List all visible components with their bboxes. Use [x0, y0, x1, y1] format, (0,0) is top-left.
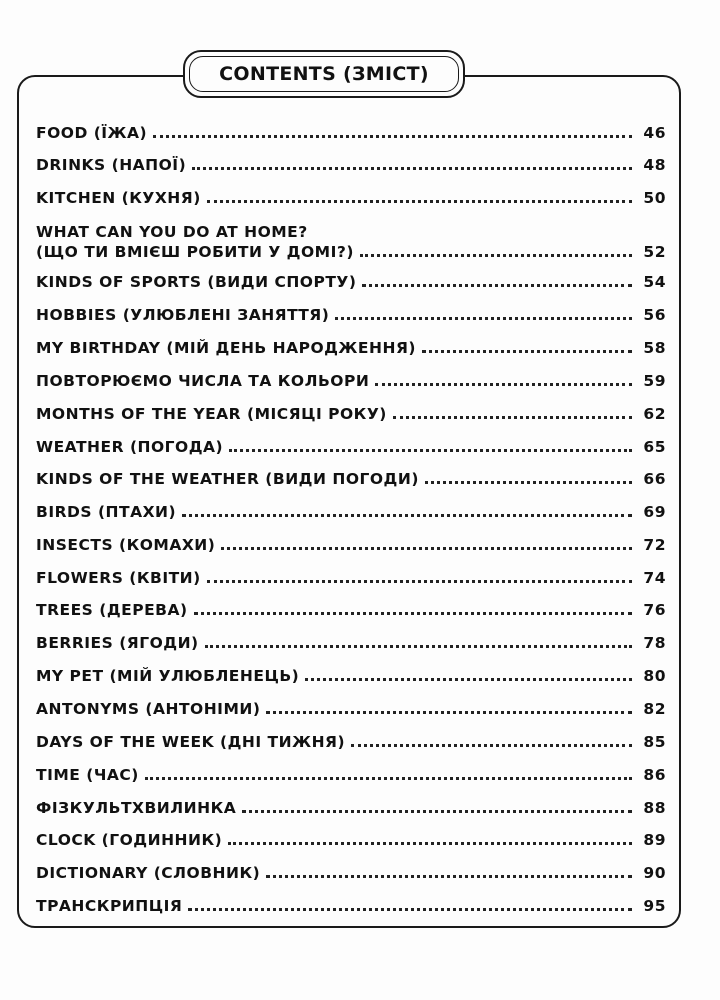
- dot-leader: [228, 842, 632, 845]
- page-number: 76: [643, 601, 666, 619]
- entry-title-line1: WHAT CAN YOU DO AT HOME?: [36, 223, 308, 241]
- page-number: 90: [643, 864, 666, 882]
- dot-leader: [188, 908, 632, 911]
- entry-title: INSECTS (КОМАХИ): [36, 536, 216, 554]
- entry-title: MY PET (МІЙ УЛЮБЛЕНЕЦЬ): [36, 667, 300, 685]
- dot-leader: [205, 645, 632, 648]
- dot-leader: [194, 612, 632, 615]
- dot-leader: [207, 200, 632, 203]
- entry-title: ПОВТОРЮЄМО ЧИСЛА ТА КОЛЬОРИ: [36, 372, 370, 390]
- dot-leader: [145, 777, 632, 780]
- entry-title: BERRIES (ЯГОДИ): [36, 634, 199, 652]
- dot-leader: [153, 135, 632, 138]
- dot-leader: [393, 416, 632, 419]
- toc-entry[interactable]: [36, 214, 666, 262]
- entry-title: TREES (ДЕРЕВА): [36, 601, 188, 619]
- page-number: 56: [643, 306, 666, 324]
- toc-entry[interactable]: [36, 299, 666, 325]
- page-number: 86: [643, 766, 666, 784]
- entry-title: FLOWERS (КВІТИ): [36, 569, 201, 587]
- dot-leader: [242, 810, 632, 813]
- dot-leader: [182, 514, 632, 517]
- page-number: 88: [643, 799, 666, 817]
- entry-title: BIRDS (ПТАХИ): [36, 503, 177, 521]
- dot-leader: [305, 678, 632, 681]
- entry-title: KINDS OF THE WEATHER (ВИДИ ПОГОДИ): [36, 470, 419, 488]
- page-number: 78: [643, 634, 666, 652]
- dot-leader: [266, 875, 632, 878]
- dot-leader: [351, 744, 632, 747]
- entry-title: ФІЗКУЛЬТХВИЛИНКА: [36, 799, 237, 817]
- entry-title: WEATHER (ПОГОДА): [36, 438, 224, 456]
- contents-title: CONTENTS (ЗМІСТ): [189, 56, 459, 92]
- page-number: 62: [643, 405, 666, 423]
- toc-entry[interactable]: [36, 365, 666, 391]
- dot-leader: [362, 284, 632, 287]
- toc-entry[interactable]: [36, 824, 666, 850]
- page-number: 58: [643, 339, 666, 357]
- entry-title-line2: (ЩО ТИ ВМІЄШ РОБИТИ У ДОМІ?): [36, 243, 354, 261]
- dot-leader: [221, 547, 632, 550]
- toc-entry[interactable]: [36, 463, 666, 489]
- toc-entry[interactable]: [36, 627, 666, 653]
- toc-entry[interactable]: [36, 117, 666, 143]
- toc-entry[interactable]: [36, 660, 666, 686]
- toc-entry[interactable]: [36, 726, 666, 752]
- entry-title: ТРАНСКРИПЦІЯ: [36, 897, 183, 915]
- page-number: 89: [643, 831, 666, 849]
- page-number: 52: [643, 243, 666, 261]
- toc-entry[interactable]: [36, 149, 666, 175]
- dot-leader: [192, 167, 632, 170]
- page-number: 95: [643, 897, 666, 915]
- page-number: 54: [643, 273, 666, 291]
- dot-leader: [375, 383, 632, 386]
- entry-title: KINDS OF SPORTS (ВИДИ СПОРТУ): [36, 273, 357, 291]
- toc-entry[interactable]: [36, 594, 666, 620]
- page-number: 65: [643, 438, 666, 456]
- entry-title: DICTIONARY (СЛОВНИК): [36, 864, 261, 882]
- toc-entry[interactable]: [36, 398, 666, 424]
- entry-title: CLOCK (ГОДИННИК): [36, 831, 223, 849]
- page-number: 82: [643, 700, 666, 718]
- dot-leader: [229, 449, 632, 452]
- entry-title: DAYS OF THE WEEK (ДНІ ТИЖНЯ): [36, 733, 346, 751]
- entry-title: MY BIRTHDAY (МІЙ ДЕНЬ НАРОДЖЕННЯ): [36, 339, 416, 357]
- page-number: 74: [643, 569, 666, 587]
- toc-entry[interactable]: [36, 182, 666, 208]
- dot-leader: [360, 254, 632, 257]
- dot-leader: [425, 481, 632, 484]
- dot-leader: [422, 350, 632, 353]
- entry-title: MONTHS OF THE YEAR (МІСЯЦІ РОКУ): [36, 405, 387, 423]
- page-number: 85: [643, 733, 666, 751]
- toc-entry[interactable]: [36, 693, 666, 719]
- page-number: 46: [643, 124, 666, 142]
- toc-entry[interactable]: [36, 332, 666, 358]
- dot-leader: [207, 580, 632, 583]
- entry-title: FOOD (ЇЖА): [36, 124, 148, 142]
- toc-entry[interactable]: [36, 431, 666, 457]
- entry-title: DRINKS (НАПОЇ): [36, 156, 187, 174]
- entry-title: ANTONYMS (АНТОНІМИ): [36, 700, 261, 718]
- toc-entry[interactable]: [36, 792, 666, 818]
- entry-title: HOBBIES (УЛЮБЛЕНІ ЗАНЯТТЯ): [36, 306, 330, 324]
- page-number: 50: [643, 189, 666, 207]
- page-number: 80: [643, 667, 666, 685]
- entry-title: TIME (ЧАС): [36, 766, 139, 784]
- toc-entry[interactable]: [36, 890, 666, 916]
- page-number: 72: [643, 536, 666, 554]
- page-number: 59: [643, 372, 666, 390]
- toc-entry[interactable]: [36, 529, 666, 555]
- page-number: 48: [643, 156, 666, 174]
- toc-entry[interactable]: [36, 266, 666, 292]
- dot-leader: [335, 317, 632, 320]
- dot-leader: [266, 711, 632, 714]
- toc-entry[interactable]: [36, 857, 666, 883]
- entry-title: [36, 222, 354, 262]
- page-number: 69: [643, 503, 666, 521]
- page-number: 66: [643, 470, 666, 488]
- toc-entry[interactable]: [36, 562, 666, 588]
- toc-entry[interactable]: [36, 496, 666, 522]
- entry-title: KITCHEN (КУХНЯ): [36, 189, 201, 207]
- toc-entry[interactable]: [36, 759, 666, 785]
